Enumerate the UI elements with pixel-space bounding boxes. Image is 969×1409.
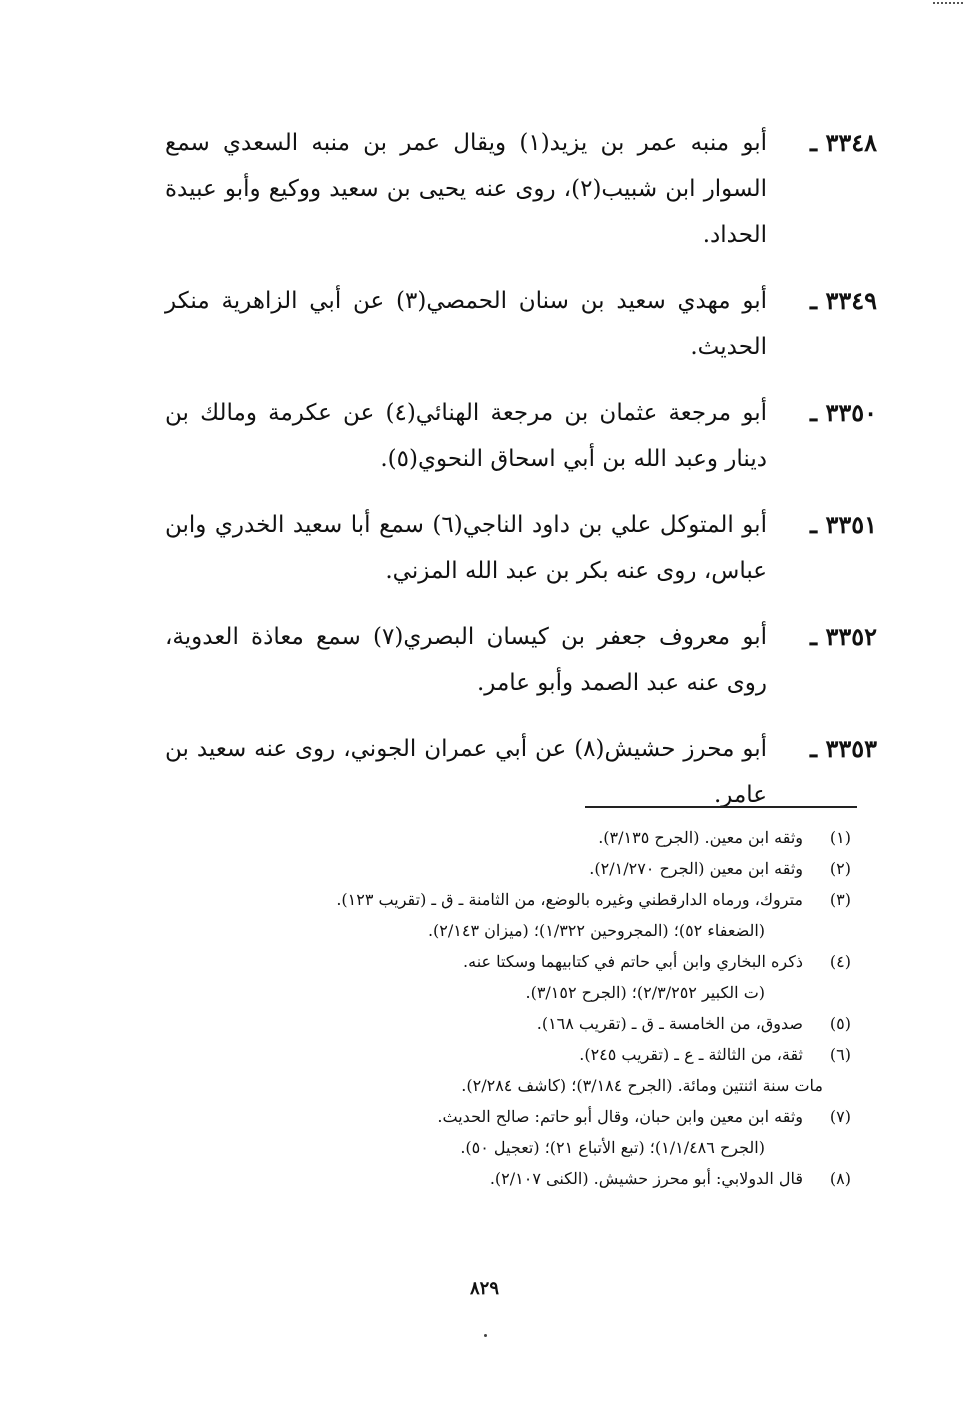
scan-speck — [484, 1334, 487, 1337]
footnote-continuation: (الجرح ١/١/٤٨٦)؛ (تبع الأتباع ٢١)؛ (تعجيل ٥٠). — [460, 1138, 765, 1157]
footnote-number: (٨) — [829, 1169, 851, 1188]
entry-number: ٣٣٥٣ ـ — [810, 734, 877, 763]
footnote-number: (٤) — [829, 952, 851, 971]
entry-number: ٣٣٥٠ ـ — [810, 398, 877, 427]
entry-3353 — [165, 726, 877, 818]
entry-3349 — [165, 278, 877, 370]
footnote-2 — [211, 853, 851, 884]
footnote-continuation: (ت الكبير ٢/٣/٢٥٢)؛ (الجرح ٣/١٥٢). — [525, 983, 765, 1002]
entry-3352 — [165, 614, 877, 706]
entry-number: ٣٣٥٢ ـ — [810, 622, 877, 651]
footnote-number: (٣) — [829, 890, 851, 909]
footnote-continuation: مات سنة اثنتين ومائة. (الجرح ٣/١٨٤)؛ (كاشف ٢/٢٨٤). — [461, 1076, 823, 1095]
entry-3348 — [165, 120, 877, 258]
footnote-text: متروك، ورماه الدارقطني وغيره بالوضع، من الثامنة ـ ق ـ (تقريب ١٢٣). — [336, 890, 803, 909]
footnote-text: ذكره البخاري وابن أبي حاتم في كتابيهما وسكتا عنه. — [463, 952, 803, 971]
footnote-text: قال الدولابي: أبو محرز حشيش. (الكنى ٢/١٠٧). — [489, 1169, 803, 1188]
footnote-text: وثقه ابن معين (الجرح ٢/١/٢٧٠). — [589, 859, 803, 878]
footnote-number: (٧) — [829, 1107, 851, 1126]
footnote-divider — [585, 806, 857, 808]
footnote-8 — [211, 1163, 851, 1194]
footnotes-list — [211, 822, 851, 1194]
footnote-4 — [211, 946, 851, 1008]
footnote-5 — [211, 1008, 851, 1039]
footnote-text: وثقه ابن معين. (الجرح ٣/١٣٥). — [598, 828, 803, 847]
footnote-3 — [211, 884, 851, 946]
footnote-text: وثقه ابن معين وابن حبان، وقال أبو حاتم: صالح الحديث. — [437, 1107, 803, 1126]
footnote-text: صدوق، من الخامسة ـ ق ـ (تقريب ١٦٨). — [536, 1014, 803, 1033]
footnote-1 — [211, 822, 851, 853]
footnote-continuation: (الضعفاء ٥٢)؛ (المجروحين ١/٣٢٢)؛ (ميزان ٢/١٤٣). — [427, 921, 765, 940]
footnote-7 — [211, 1101, 851, 1163]
entry-text: أبو محرز حشيش(٨) عن أبي عمران الجوني، روى عنه سعيد بن عامر. — [165, 736, 767, 808]
footnote-6 — [211, 1039, 851, 1101]
entries-list — [165, 120, 877, 838]
entry-number: ٣٣٤٨ ـ — [810, 128, 877, 157]
entry-text: أبو مهدي سعيد بن سنان الحمصي(٣) عن أبي الزاهرية منكر الحديث. — [165, 288, 767, 360]
entry-text: أبو منبه عمر بن يزيد(١) ويقال عمر بن منبه السعدي سمع السوار ابن شبيب(٢)، روى عنه يحيى بن سعيد ووكيع وأبو عبيدة الحداد. — [165, 130, 768, 248]
entry-text: أبو مرجعة عثمان بن مرجعة الهنائي(٤) عن عكرمة ومالك بن دينار وعبد الله بن أبي اسحاق النحوي(٥). — [165, 400, 767, 472]
entry-text: أبو معروف جعفر بن كيسان البصري(٧) سمع معاذة العدوية، روى عنه عبد الصمد وأبو عامر. — [165, 624, 767, 696]
footnote-number: (٦) — [829, 1045, 851, 1064]
footnote-number: (٢) — [829, 859, 851, 878]
entry-number: ٣٣٤٩ ـ — [810, 286, 877, 315]
entry-3351 — [165, 502, 877, 594]
page-number: ٨٢٩ — [469, 1278, 499, 1299]
corner-scan-mark — [933, 2, 963, 4]
entry-3350 — [165, 390, 877, 482]
footnote-text: ثقة، من الثالثة ـ ع ـ (تقريب ٢٤٥). — [579, 1045, 803, 1064]
footnote-number: (١) — [829, 828, 851, 847]
entry-number: ٣٣٥١ ـ — [810, 510, 877, 539]
footnote-number: (٥) — [829, 1014, 851, 1033]
entry-text: أبو المتوكل علي بن داود الناجي(٦) سمع أبا سعيد الخدري وابن عباس، روى عنه بكر بن عبد الله المزني. — [165, 512, 767, 584]
